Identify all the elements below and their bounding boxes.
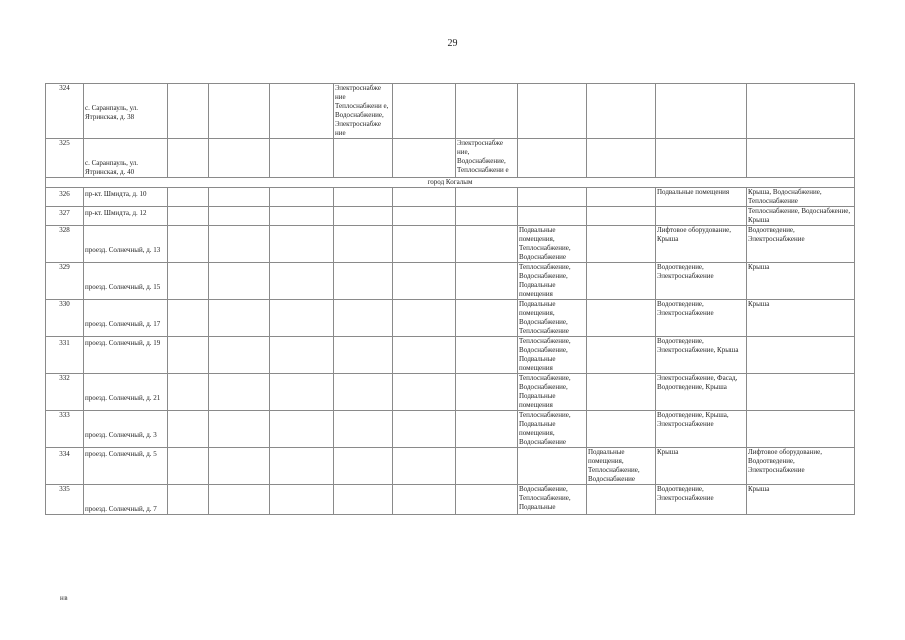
work-type-cell bbox=[456, 263, 518, 300]
row-number: 334 bbox=[46, 448, 84, 485]
work-type-cell bbox=[656, 139, 747, 178]
work-type-cell bbox=[393, 300, 456, 337]
address-cell: проезд. Солнечный, д. 13 bbox=[84, 226, 168, 263]
work-type-cell bbox=[270, 448, 334, 485]
row-number: 331 bbox=[46, 337, 84, 374]
work-type-cell bbox=[270, 300, 334, 337]
work-type-cell: Водоотведение, Электроснабжение bbox=[656, 300, 747, 337]
address-cell: проезд. Солнечный, д. 21 bbox=[84, 374, 168, 411]
work-type-cell bbox=[334, 485, 393, 515]
address-cell: проезд. Солнечный, д. 15 bbox=[84, 263, 168, 300]
work-type-cell bbox=[393, 263, 456, 300]
work-type-cell bbox=[209, 300, 270, 337]
work-type-cell bbox=[456, 448, 518, 485]
work-type-cell bbox=[747, 84, 855, 139]
work-type-cell bbox=[334, 188, 393, 207]
row-number: 332 bbox=[46, 374, 84, 411]
table-row bbox=[46, 300, 855, 337]
work-type-cell bbox=[209, 226, 270, 263]
row-number: 328 bbox=[46, 226, 84, 263]
work-type-cell bbox=[334, 374, 393, 411]
work-type-cell bbox=[587, 485, 656, 515]
work-type-cell bbox=[168, 226, 209, 263]
work-type-cell bbox=[209, 263, 270, 300]
row-number: 324 bbox=[46, 84, 84, 139]
work-type-cell bbox=[209, 485, 270, 515]
work-type-cell bbox=[334, 448, 393, 485]
work-type-cell bbox=[209, 411, 270, 448]
work-type-cell bbox=[747, 411, 855, 448]
work-type-cell bbox=[168, 411, 209, 448]
work-type-cell bbox=[518, 448, 587, 485]
work-type-cell bbox=[456, 188, 518, 207]
work-type-cell bbox=[270, 411, 334, 448]
footer-mark: нв bbox=[60, 594, 69, 602]
work-type-cell bbox=[270, 485, 334, 515]
work-type-cell bbox=[270, 263, 334, 300]
work-type-cell bbox=[168, 374, 209, 411]
row-number: 330 bbox=[46, 300, 84, 337]
work-type-cell bbox=[587, 411, 656, 448]
work-type-cell: Электроснабжение, Фасад, Водоотведение, Крыша bbox=[656, 374, 747, 411]
table-row bbox=[46, 411, 855, 448]
repair-schedule-table bbox=[45, 83, 855, 515]
work-type-cell bbox=[393, 188, 456, 207]
table-row bbox=[46, 485, 855, 515]
work-type-cell bbox=[168, 337, 209, 374]
work-type-cell bbox=[656, 207, 747, 226]
work-type-cell: Крыша bbox=[656, 448, 747, 485]
work-type-cell bbox=[456, 374, 518, 411]
work-type-cell: Теплоснабжение, Водоснабжение, Крыша bbox=[747, 207, 855, 226]
address-cell: проезд. Солнечный, д. 19 bbox=[84, 337, 168, 374]
work-type-cell bbox=[270, 139, 334, 178]
work-type-cell: Крыша bbox=[747, 300, 855, 337]
table-row bbox=[46, 226, 855, 263]
work-type-cell bbox=[587, 300, 656, 337]
work-type-cell: Подвальные помещения, Теплоснабжение, Водоснабжение bbox=[518, 226, 587, 263]
table-row bbox=[46, 139, 855, 178]
row-number: 325 bbox=[46, 139, 84, 178]
work-type-cell: Водоотведение, Электроснабжение bbox=[656, 485, 747, 515]
work-type-cell: Водоотведение, Электроснабжение bbox=[747, 226, 855, 263]
work-type-cell: Водоотведение, Электроснабжение bbox=[656, 263, 747, 300]
table-row bbox=[46, 188, 855, 207]
work-type-cell bbox=[518, 188, 587, 207]
work-type-cell: Крыша, Водоснабжение, Теплоснабжение bbox=[747, 188, 855, 207]
work-type-cell bbox=[393, 448, 456, 485]
work-type-cell bbox=[518, 139, 587, 178]
work-type-cell bbox=[587, 139, 656, 178]
work-type-cell bbox=[518, 84, 587, 139]
work-type-cell bbox=[587, 226, 656, 263]
work-type-cell bbox=[393, 411, 456, 448]
work-type-cell: Теплоснабжение, Водоснабжение, Подвальные помещения bbox=[518, 337, 587, 374]
work-type-cell bbox=[393, 226, 456, 263]
work-type-cell: Водоотведение, Крыша, Электроснабжение bbox=[656, 411, 747, 448]
work-type-cell: Электроснабже ние Теплоснабжени е, Водоснабжение, Электроснабже ние bbox=[334, 84, 393, 139]
work-type-cell bbox=[456, 411, 518, 448]
page-number: 29 bbox=[447, 38, 458, 49]
work-type-cell bbox=[587, 374, 656, 411]
work-type-cell bbox=[334, 139, 393, 178]
address-cell: проезд. Солнечный, д. 5 bbox=[84, 448, 168, 485]
work-type-cell bbox=[168, 207, 209, 226]
address-cell: проезд. Солнечный, д. 17 bbox=[84, 300, 168, 337]
address-cell: проезд. Солнечный, д. 7 bbox=[84, 485, 168, 515]
work-type-cell bbox=[168, 84, 209, 139]
work-type-cell bbox=[456, 300, 518, 337]
work-type-cell bbox=[168, 263, 209, 300]
work-type-cell: Подвальные помещения, Теплоснабжение, Водоснабжение bbox=[587, 448, 656, 485]
work-type-cell bbox=[587, 84, 656, 139]
row-number: 335 bbox=[46, 485, 84, 515]
work-type-cell bbox=[168, 300, 209, 337]
row-number: 329 bbox=[46, 263, 84, 300]
address-cell: с. Саранпауль, ул. Ятринская, д. 38 bbox=[84, 84, 168, 139]
work-type-cell bbox=[270, 188, 334, 207]
work-type-cell bbox=[209, 337, 270, 374]
work-type-cell bbox=[334, 226, 393, 263]
table-row bbox=[46, 207, 855, 226]
table-row bbox=[46, 337, 855, 374]
work-type-cell bbox=[209, 374, 270, 411]
work-type-cell bbox=[209, 448, 270, 485]
work-type-cell bbox=[168, 448, 209, 485]
work-type-cell bbox=[270, 207, 334, 226]
work-type-cell: Теплоснабжение, Водоснабжение, Подвальные помещения bbox=[518, 263, 587, 300]
work-type-cell bbox=[209, 139, 270, 178]
work-type-cell bbox=[209, 84, 270, 139]
work-type-cell bbox=[270, 374, 334, 411]
work-type-cell bbox=[747, 374, 855, 411]
table-row bbox=[46, 374, 855, 411]
work-type-cell bbox=[587, 207, 656, 226]
table-row bbox=[46, 84, 855, 139]
address-cell: пр-кт. Шмидта, д. 10 bbox=[84, 188, 168, 207]
row-number: 333 bbox=[46, 411, 84, 448]
work-type-cell bbox=[209, 207, 270, 226]
work-type-cell: Крыша bbox=[747, 263, 855, 300]
table-row bbox=[46, 448, 855, 485]
work-type-cell: Водоснабжение, Теплоснабжение, Подвальные bbox=[518, 485, 587, 515]
work-type-cell: Лифтовое оборудование, Водоотведение, Электроснабжение bbox=[747, 448, 855, 485]
row-number: 326 bbox=[46, 188, 84, 207]
table-row bbox=[46, 263, 855, 300]
work-type-cell bbox=[393, 139, 456, 178]
work-type-cell bbox=[587, 263, 656, 300]
work-type-cell bbox=[747, 139, 855, 178]
work-type-cell bbox=[656, 84, 747, 139]
work-type-cell bbox=[456, 226, 518, 263]
work-type-cell: Подвальные помещения bbox=[656, 188, 747, 207]
work-type-cell: Подвальные помещения, Водоснабжение, Теплоснабжение bbox=[518, 300, 587, 337]
work-type-cell bbox=[393, 337, 456, 374]
work-type-cell bbox=[747, 337, 855, 374]
work-type-cell bbox=[209, 188, 270, 207]
row-number: 327 bbox=[46, 207, 84, 226]
work-type-cell bbox=[334, 411, 393, 448]
work-type-cell: Лифтовое оборудование, Крыша bbox=[656, 226, 747, 263]
work-type-cell bbox=[270, 337, 334, 374]
city-header: город Когалым bbox=[46, 178, 855, 188]
work-type-cell bbox=[456, 84, 518, 139]
work-type-cell bbox=[393, 485, 456, 515]
work-type-cell bbox=[334, 300, 393, 337]
work-type-cell bbox=[334, 337, 393, 374]
work-type-cell bbox=[518, 207, 587, 226]
work-type-cell bbox=[168, 485, 209, 515]
work-type-cell bbox=[270, 226, 334, 263]
work-type-cell bbox=[334, 263, 393, 300]
work-type-cell bbox=[168, 188, 209, 207]
work-type-cell: Электроснабже ние, Водоснабжение, Теплоснабжени е bbox=[456, 139, 518, 178]
work-type-cell bbox=[456, 337, 518, 374]
work-type-cell bbox=[393, 374, 456, 411]
work-type-cell: Крыша bbox=[747, 485, 855, 515]
work-type-cell: Теплоснабжение, Водоснабжение, Подвальные помещения bbox=[518, 374, 587, 411]
address-cell: проезд. Солнечный, д. 3 bbox=[84, 411, 168, 448]
work-type-cell bbox=[334, 207, 393, 226]
work-type-cell bbox=[587, 337, 656, 374]
work-type-cell: Теплоснабжение, Подвальные помещения, Водоснабжение bbox=[518, 411, 587, 448]
work-type-cell bbox=[168, 139, 209, 178]
work-type-cell bbox=[456, 485, 518, 515]
city-header-row bbox=[46, 178, 855, 188]
work-type-cell bbox=[587, 188, 656, 207]
address-cell: пр-кт. Шмидта, д. 12 bbox=[84, 207, 168, 226]
work-type-cell: Водоотведение, Электроснабжение, Крыша bbox=[656, 337, 747, 374]
address-cell: с. Саранпауль, ул. Ятринская, д. 40 bbox=[84, 139, 168, 178]
work-type-cell bbox=[270, 84, 334, 139]
work-type-cell bbox=[456, 207, 518, 226]
work-type-cell bbox=[393, 84, 456, 139]
work-type-cell bbox=[393, 207, 456, 226]
